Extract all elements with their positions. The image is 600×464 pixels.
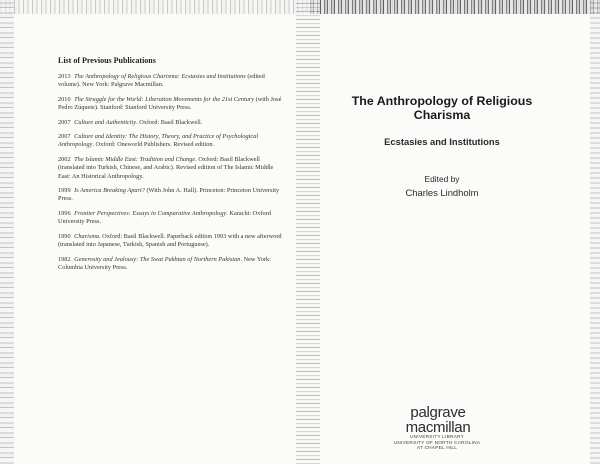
book-subtitle: Ecstasies and Institutions <box>384 136 500 147</box>
book-gutter <box>296 0 320 464</box>
publication-title: Culture and Identity: The History, Theory, and Practice of Psychological Anthropology <box>58 133 259 149</box>
library-stamp-line2: UNIVERSITY OF NORTH CAROLINA <box>393 440 481 446</box>
left-page <box>58 56 284 278</box>
publication-year: 2007 <box>58 133 71 141</box>
publication-year: 2002 <box>58 155 71 163</box>
edited-by-label: Edited by <box>424 174 460 184</box>
publication-entry <box>58 119 284 127</box>
publication-year: 2013 <box>58 73 71 80</box>
publication-year: 2007 <box>58 118 71 126</box>
publication-title: Is America Breaking Apart? <box>74 187 145 195</box>
publication-details: . Oxford: Basil Blackwell (translated into Turkish, Chinese, and Arabic). Revised edition of The Islamic Middle East: An Historical Anthropology. <box>58 155 274 180</box>
publisher-logo <box>388 405 488 435</box>
editor-name: Charles Lindholm <box>405 187 479 198</box>
publication-title: Frontier Perspectives: Essays in Comparative Anthropology <box>74 209 227 217</box>
library-stamp-line3: AT CHAPEL HILL <box>416 446 458 452</box>
publication-details: . Oxford: Oneworld Publishers. Revised edition. <box>92 141 215 149</box>
publication-year: 1999 <box>58 187 71 195</box>
page-edge-left <box>0 0 14 464</box>
library-stamp <box>392 435 482 452</box>
publication-entry <box>58 187 284 204</box>
publication-year: 1990 <box>58 232 71 240</box>
library-stamp-line1: UNIVERSITY LIBRARY <box>409 435 465 440</box>
publication-year: 2010 <box>58 95 71 103</box>
publisher-name-line1: palgrave <box>410 404 466 421</box>
publication-entry <box>58 256 284 273</box>
publication-details: . Oxford: Basil Blackwell. Paperback edition 1993 with a new afterword (translated into Japanese, Turkish, Spanish and Portuguese). <box>58 232 282 249</box>
publication-title: The Islamic Middle East: Tradition and Change <box>74 155 196 163</box>
book-title: The Anthropology of Religious Charisma <box>351 94 533 122</box>
publication-year: 1996 <box>58 209 71 217</box>
publication-title: Charisma <box>74 232 100 240</box>
publication-details: (edited volume). New York: Palgrave Macmillan. <box>58 73 265 89</box>
publication-entry <box>58 73 284 90</box>
page-edge-right <box>590 0 600 464</box>
list-heading: List of Previous Publications <box>58 56 156 65</box>
publication-details: . Karachi: Oxford University Press. <box>58 209 271 226</box>
publisher-name-line2: macmillan <box>405 419 471 436</box>
publication-details: (With John A. Hall). Princeton: Princeton University Press. <box>58 187 280 203</box>
publication-year: 1982 <box>58 255 71 263</box>
publication-entry <box>58 133 284 150</box>
publication-entry <box>58 210 284 227</box>
publication-entry <box>58 156 284 181</box>
publication-entry <box>58 96 284 113</box>
publication-title: The Struggle for the World: Liberation Movements for the 21st Century <box>74 95 255 103</box>
page-edge-top-right <box>310 0 600 14</box>
publication-title: The Anthropology of Religious Charisma: Ecstasies and Institutions <box>74 73 246 80</box>
publication-title: Generosity and Jealousy: The Swat Pukhtun of Northern Pakistan <box>74 255 241 263</box>
publication-title: Culture and Authenticity <box>74 118 137 126</box>
publication-details: . New York: Columbia University Press. <box>58 255 271 271</box>
publication-entry <box>58 233 284 250</box>
publication-details: (with José Pedro Zúquete). Stanford: Stanford University Press. <box>58 95 282 112</box>
publication-details: . Oxford: Basil Blackwell. <box>136 118 203 126</box>
